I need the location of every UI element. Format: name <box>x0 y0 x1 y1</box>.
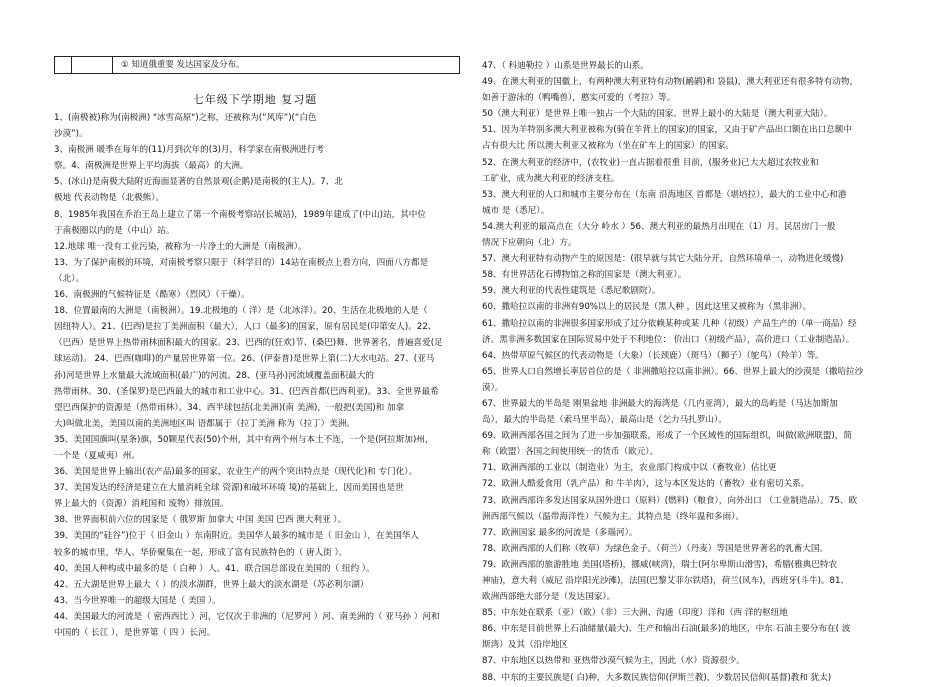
text-line: 18、位置最南的大洲是（南极洲）。19.北极地的（ 洋）是（北冰洋）。20、生活在北极地的人是（ <box>54 306 428 317</box>
text-line: 极地 代表动物是（北极熊）。 <box>54 193 165 204</box>
text-line: 87、中东地区以热带和 亚热带沙漠气候为主，因此（水）资源很少。 <box>482 656 745 667</box>
text-line: 较多的城市里，华人、华侨聚集在一起，形成了富有民族特色的（ 唐人街 ）。 <box>54 547 348 558</box>
text-line: 洲西部气候以（温带海洋性）气候为主。其特点是（终年温和多雨）。 <box>482 511 745 522</box>
text-line: 60、撒哈拉以南的非洲有90%以上的居民是（黑人种 ，因此这里又被称为（黑非洲）。 <box>482 302 812 313</box>
text-line: 67、世界最大的半岛是 刚果盆地 非洲最大的海湾是（几内亚湾），最大的岛屿是（马达加斯加 <box>482 398 838 409</box>
text-line: 城市 是（悉尼）。 <box>482 205 550 216</box>
text-line: 57、澳大利亚特有动物产生的原因是：(很早就与其它大陆分开，自然环境单一，动物进化缓慢) <box>482 254 844 265</box>
text-line: 于南极圈以内的是（中山）站。 <box>54 225 175 236</box>
text-line: 如善于游泳的（鸭嘴兽），憨实可爱的（考拉）等。 <box>482 93 676 104</box>
text-line: 察。4、南极洲是世界上平均海拔（最高）的大洲。 <box>54 161 249 172</box>
text-line: 沙漠”)。 <box>54 129 88 140</box>
text-line: 欧洲西部绝大部分是（发达国家）。 <box>482 592 616 603</box>
text-line: 39、美国的“硅谷”)位于（ 旧金山 ）东南附近。美国华人最多的城市是（ 旧金山 ），在美国华人 <box>54 531 419 542</box>
text-line: 因纽特人）。21、(巴西)是拉丁美洲面积（最大），人口（最多)的国家，原有居民是(印第安人)。22、 <box>54 322 437 333</box>
text-line: 78、欧洲西部的人们称（牧草）为绿色金子。（荷兰）（丹麦）等国是世界著名的乳畜大国。 <box>482 543 829 554</box>
text-line: 情况下应朝向（北）方。 <box>482 238 577 249</box>
text-line: 64、热带草原气候区的代表动物是（大象）（长颈鹿）（斑马）（狮子）（鸵鸟）（羚羊）等。 <box>482 350 824 361</box>
text-line: 58、有世界活化石博物馆之称的国家是（澳大利亚）。 <box>482 270 687 281</box>
text-line: 中国的（ 长江 ），是世界第（ 四 ）长河。 <box>54 628 216 638</box>
text-line: 岛），最大的半岛是（索马里半岛），最高山是（乞力马扎罗山）。 <box>482 415 727 426</box>
text-line: 53、澳大利亚的人口和城市主要分布在（东南 沿海地区 首都是（堪培拉），最大的工业中心和港 <box>482 189 847 200</box>
text-line: 72、欧洲人酷爱食用（乳产品）和 牛羊肉），这与本区发达的（畜牧）业有密切关系。 <box>482 479 810 490</box>
text-line: 漠）。 <box>482 382 504 393</box>
text-line: 44、美国最大的河流是（ 密西西比 ）河，它仅次于非洲的（尼罗河 ）河、南美洲的（ 亚马孙 ）河和 <box>54 611 440 622</box>
text-line: 37、美国发达的经济是建立在大量消耗全球 资源)和破坏环境 境)的基础上，因而美国也是世 <box>54 483 404 494</box>
text-line: 43、当今世界唯一的超级大国是（ 美国 ）。 <box>54 595 221 606</box>
table-cell <box>55 57 72 73</box>
text-line: 69、欧洲西部各国之间为了进一步加强联系，形成了一个区域性的国际组织，叫做(欧洲联盟)，简 <box>482 431 852 442</box>
text-line: 1、(南极被)称为(南极洲) "冰雪高原")之称，还被称为(“风库”)(“白色 <box>54 113 317 123</box>
text-line: 42、五大湖是世界上最大（ ）的淡水湖群，世界上最大的淡水湖是（苏必利尔湖） <box>54 579 369 590</box>
text-line: 13、为了保护南极的环境，对南极考察只限于（科学目的）14站在南极点上看方向，四面八方都是 <box>54 257 429 268</box>
text-line: 36、美国是世界上输出(农产品)最多的国家，农业生产的两个突出特点是（现代化)和 专门化）。 <box>54 467 418 478</box>
text-line: 5、(冰山)是南极大陆附近海面显著的自然景观(企鹅)是南极的(主人)。7、北 <box>54 177 343 188</box>
text-line: 界上最大的（资源）消耗国和 废物）排放国。 <box>54 499 229 510</box>
text-line: 3、南极洲 暖季在每年的(11)月到次年的(3)月，科学家在南极洲进行考 <box>54 145 325 156</box>
text-line: 40、美国人种构成中最多的是（ 白种 ）人。41、联合国总部设在美国的（ 纽约 ）。 <box>54 563 375 574</box>
text-line: 16、南极洲的气候特征是（酷寒）（烈风）（干燥）。 <box>54 290 250 301</box>
text-line: 孙)河是世界上水量最大流域面积(最广)的河流。28、(亚马孙)河流域覆盖面积最大的 <box>54 370 374 381</box>
text-line: 54.澳大利亚的最高点在（大分 岭水 ）56、澳大利亚的最热月出现在（1）月。民居房门一般 <box>482 221 836 232</box>
text-line: 86、中东是目前世界上石油储量(最大)、生产和输出石油(最多)的地区，中东 石油主要分布在( 波 <box>482 624 851 635</box>
text-line: （巴西）是世界上热带雨林面积最大的国家。23、巴西的(狂欢)节、(桑巴)舞、世界著名，普遍喜爱(足 <box>54 338 443 349</box>
text-line: （北）。 <box>54 273 85 284</box>
text-line: 71、欧洲西部的工业以（制造业）为主，农业部门构成中以（畜牧业）佔比更 <box>482 463 777 474</box>
text-line: 球运动)。 24、巴西(咖啡)的产量居世界第一位。26、(伊泰普)是世界上第(二)大水电站。27、(亚马 <box>54 354 435 365</box>
text-line: 工矿业，成为澳大利亚的经济支柱。 <box>482 173 620 184</box>
text-line: 59、澳大利亚的代表性建筑是（悉尼歌剧院）。 <box>482 286 661 297</box>
text-line: 50（澳大利亚）是世界上唯一独占一个大陆的国家。世界上最小的大陆是（澳大利亚大陆）。 <box>482 109 833 120</box>
text-line: 望巴西保护的资源是（热带雨林）。34、西半球包括(北美洲)(南 美洲)，一般把(美国)和 加拿 <box>54 402 405 413</box>
text-line: 济。黑非洲多数国家在国际贸易中处于不利地位： 价出口（初级产品），高价进口（工业制造品）。 <box>482 334 855 345</box>
text-line: 热带雨林。30、(圣保罗)是巴西最大的城市和工业中心。31、(巴西首都(巴西利亚)。33、全世界最希 <box>54 386 439 397</box>
text-line: 8、1985年我国在乔治王岛上建立了第一个南极考察站(长城站)，1989年建成了(中山)站，其中位 <box>54 209 426 220</box>
text-line: 85、中东处在联系（亚）（欧）（非）三大洲、沟通（印度）洋和（西 洋的枢纽地 <box>482 608 788 619</box>
text-line: 一个是（夏威夷）州。 <box>54 450 140 461</box>
text-line: 52、在澳大利亚的经济中，(农牧业)一直占据着很重 目前，(服务业)已大大超过农牧业和 <box>482 157 819 168</box>
text-line: 斯湾）及其（沿岸地区 <box>482 640 568 651</box>
text-line: 65、世界人口自然增长率居首位的是（ 非洲撒哈拉以南非洲）。66、世界上最大的沙漠是（撒哈拉沙 <box>482 366 864 377</box>
text-line: 61、撒哈拉以南的非洲很多国家形成了过分依赖某种或某 几种（初级）产品生产的（单一商品）经 <box>482 318 857 329</box>
text-line: 88、中东的主要民族是( 白)种，大多数民族信仰(伊斯兰教)，少数居民信仰(基督)教和 犹太) <box>482 672 832 683</box>
text-line: 49、在澳大利亚的国徽上，有两种澳大利亚特有动物(鸸鹋)和 袋鼠)，澳大利亚还有很多特有动物， <box>482 77 859 88</box>
text-line: 73、欧洲西部许多发达国家从国外进口（原料）(燃料)（粮食），向外出口 （工业制造品）。75、欧 <box>482 495 858 506</box>
text-line: 38、世界面积前六位的国家是（ 俄罗斯 加拿大 中国 美国 巴西 澳大利亚 ）。 <box>54 515 347 526</box>
text-line: 77、欧洲国家 最多的河流是（多瑙河）。 <box>482 527 638 538</box>
left-column <box>54 110 456 641</box>
text-line: 大)叫做北美，美国以南的美洲地区叫 语都属于（拉丁美洲 称为（拉丁）美洲。 <box>54 418 356 429</box>
text-line: 占有很大比 所以澳大利亚又被称为（坐在矿车上的国家）的国家。 <box>482 141 734 152</box>
text-line: 神庙)，意大利（威尼 沿岸阳光沙滩)，法国(巴黎艾菲尔铁塔)，荷兰(风车)，西班牙(斗牛)。81、 <box>482 576 850 586</box>
table-fragment <box>54 56 460 74</box>
text-line: 79、欧洲西部的旅游胜地 美国(塔桥)，挪威(峡湾)，瑞士(阿尔卑斯山滑雪)，希腊(雅典巴特农 <box>482 559 838 570</box>
table-cell <box>72 57 113 73</box>
text-line: 47、（ 科迪勒拉 ）山系是世界最长的山系。 <box>482 61 649 71</box>
right-column <box>482 58 900 686</box>
page-title: 七年级下学期地 复习题 <box>192 93 318 106</box>
table-cell-text: ① 知道俄重要 发达国家及分布。 <box>121 60 245 70</box>
text-line: 12.地球 唯一没有工业污染，被称为一片净土的大洲是（南极洲）。 <box>54 241 307 252</box>
text-line: 称（欧盟）各国之间使用统一的货币（欧元）。 <box>482 447 659 458</box>
text-line: 35、美国国旗叫(星条)旗，50颗星代表(50)个州，其中有两个州与本土不连，一个是(阿拉斯加)州， <box>54 434 434 445</box>
text-line: 51、因为羊特别多澳大利亚被称为(骑在羊背上的国家)的国家，又由于矿产品出口额在出口总额中 <box>482 125 852 136</box>
